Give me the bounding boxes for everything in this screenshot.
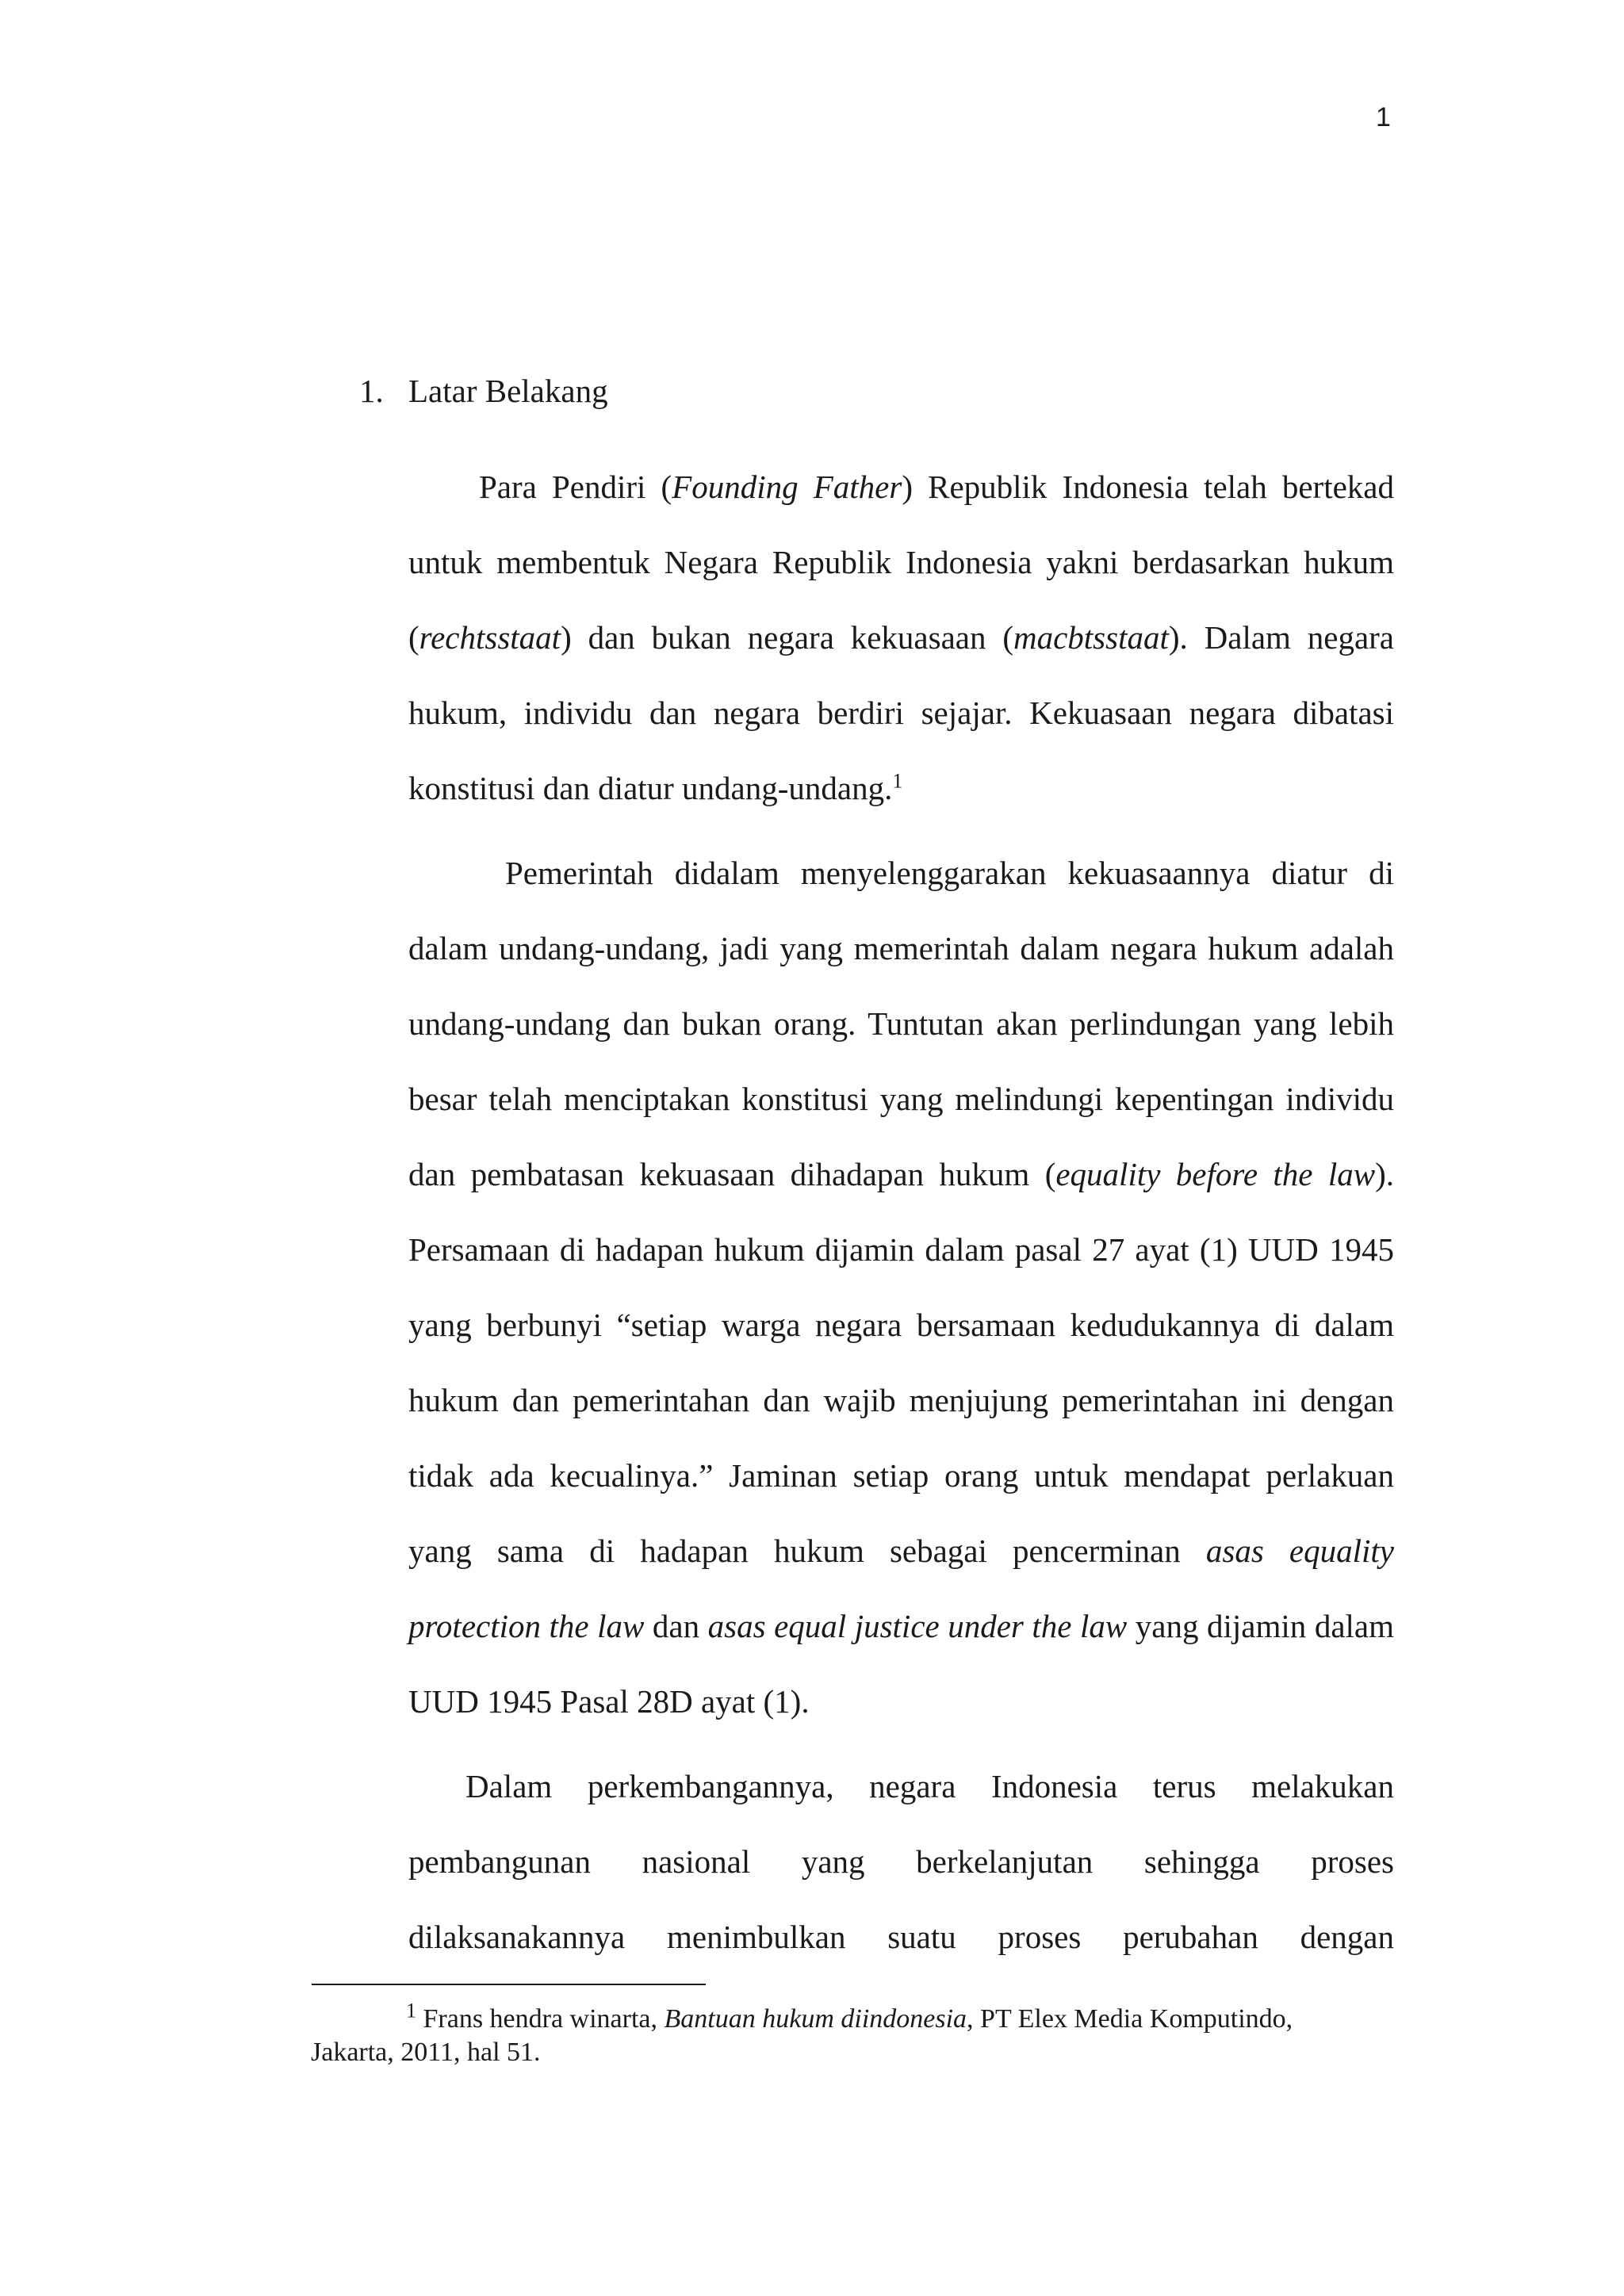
section-title: Latar Belakang — [408, 373, 608, 409]
footnote-text-1: Frans hendra winarta, — [416, 2004, 665, 2034]
footnote-book-title: Bantuan hukum diindonesia — [664, 2004, 967, 2034]
paragraph-1 — [408, 450, 1394, 826]
section-number: 1. — [359, 373, 384, 409]
p1-italic-1: Founding Father — [672, 469, 902, 505]
p2-text-3: dan — [644, 1608, 708, 1644]
body-text — [408, 450, 1394, 1975]
p2-text-2: ). Persamaan di hadapan hukum dijamin dalam pasal 27 ayat (1) UUD 1945 yang berbunyi “setiap warga negara bersamaan kedudukannya di dalam hukum dan pemerintahan dan wajib menjujung pemerintahan ini dengan tidak ada kecualinya.” Jaminan setiap orang untuk mendapat perlakuan yang sama di hadapan hukum sebagai pencerminan — [408, 1156, 1394, 1569]
p3-text-1: Dalam perkembangannya, negara Indonesia terus melakukan pembangunan nasional yang berkelanjutan sehingga proses dilaksanakannya menimbulkan suatu proses perubahan dengan — [408, 1768, 1394, 1955]
p1-text-4: ). Dalam negara hukum, individu dan negara berdiri sejajar. Kekuasaan negara dibatasi konstitusi dan diatur undang-undang. — [408, 619, 1395, 806]
p2-text-1: Pemerintah didalam menyelenggarakan kekuasaannya diatur di dalam undang-undang, jadi yang memerintah dalam negara hukum adalah undang-undang dan bukan orang. Tuntutan akan perlindungan yang lebih besar telah menciptakan konstitusi yang melindungi kepentingan individu dan pembatasan kekuasaan dihadapan hukum ( — [408, 855, 1394, 1192]
footnote-mark: 1 — [406, 1999, 416, 2022]
paragraph-3 — [408, 1749, 1394, 1975]
page-number: 1 — [1376, 102, 1391, 132]
p2-italic-3: asas equal justice under the law — [707, 1608, 1128, 1644]
p1-text-1: Para Pendiri ( — [479, 469, 672, 505]
p2-text-4: yang dijamin dalam UUD 1945 Pasal 28D ayat (1). — [408, 1608, 1394, 1720]
p1-text-2: ) Republik Indonesia telah bertekad untuk membentuk Negara Republik Indonesia yakni berdasarkan hukum ( — [408, 469, 1394, 656]
section-heading — [359, 371, 608, 411]
footnote-reference[interactable]: 1 — [892, 769, 903, 793]
p1-italic-2: rechtsstaat — [419, 619, 561, 656]
paragraph-2 — [408, 836, 1394, 1739]
p1-text-3: ) dan bukan negara kekuasaan ( — [561, 619, 1013, 656]
p2-italic-2: asas equality protection the law — [408, 1533, 1394, 1644]
footnote — [311, 1999, 1318, 2069]
p2-italic-1: equality before the law — [1055, 1156, 1376, 1192]
footnote-separator — [312, 1984, 706, 1985]
p1-italic-3: macbtsstaat — [1013, 619, 1169, 656]
footnote-text-2: , PT Elex Media Komputindo, Jakarta, 2011, hal 51. — [311, 2004, 1293, 2067]
